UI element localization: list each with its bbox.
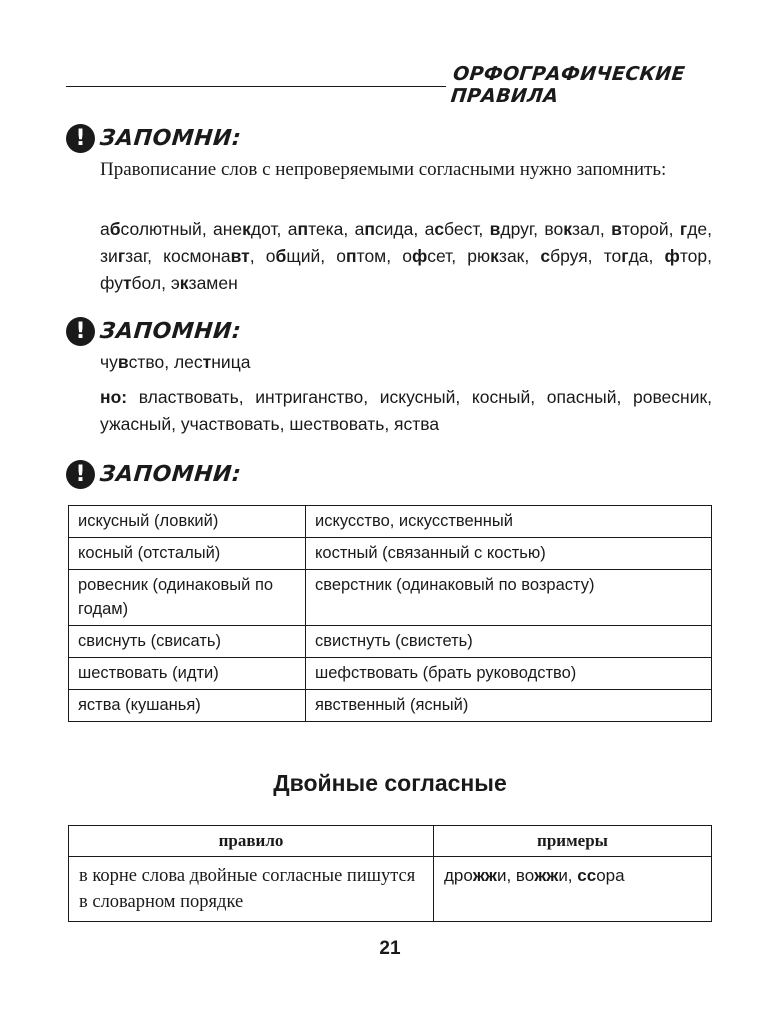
remember-heading-1 <box>66 121 241 155</box>
table-cell-word: яства (кушанья) <box>69 690 306 722</box>
paronyms-table <box>68 505 712 722</box>
word-list-1: абсолютный, анекдот, аптека, апсида, асбест, вдруг, вокзал, второй, где, зигзаг, космонавт, общий, оптом, офсет, рюкзак, сбруя, тогда, фтор, футбол, экзамен <box>100 219 712 293</box>
table-cell-word: шествовать (идти) <box>69 658 306 690</box>
rule-cell: в корне слова двойные согласные пишутся в словарном порядке <box>69 857 434 922</box>
column-header-rule: правило <box>69 826 434 857</box>
table-cell-word: свиснуть (свисать) <box>69 626 306 658</box>
table-cell-word: косный (отсталый) <box>69 538 306 570</box>
table-cell-paronym: явственный (ясный) <box>306 690 712 722</box>
table-row <box>69 506 712 538</box>
exclamation-icon: ! <box>66 124 95 153</box>
word-list-2: чувство, лестница <box>100 352 251 372</box>
table-cell-word: искусный (ловкий) <box>69 506 306 538</box>
remember-label: ЗАПОМНИ: <box>98 461 243 487</box>
exceptions-list: но: властвовать, интриганство, искусный, косный, опасный, ровесник, ужасный, участвовать, шествовать, яства <box>100 387 712 434</box>
table-row <box>69 538 712 570</box>
table-row <box>69 658 712 690</box>
table-row <box>69 690 712 722</box>
column-header-examples: примеры <box>434 826 712 857</box>
double-consonants-table <box>68 825 712 922</box>
remember-heading-3 <box>66 457 241 491</box>
page-number: 21 <box>379 938 401 959</box>
section-title: Двойные согласные <box>273 770 507 796</box>
exclamation-icon: ! <box>66 317 95 346</box>
exclamation-icon: ! <box>66 460 95 489</box>
table-row <box>69 570 712 626</box>
table-cell-paronym: искусство, искусственный <box>306 506 712 538</box>
table-cell-paronym: шефствовать (брать руководство) <box>306 658 712 690</box>
table-cell-paronym: костный (связанный с костью) <box>306 538 712 570</box>
remember-label: ЗАПОМНИ: <box>98 125 243 151</box>
examples-cell: дрожжи, вожжи, ссора <box>434 857 712 922</box>
table-cell-paronym: свистнуть (свистеть) <box>306 626 712 658</box>
table-row <box>69 857 712 922</box>
rule-intro: Правописание слов с непроверяемыми согласными нужно запомнить: <box>100 159 667 180</box>
table-cell-paronym: сверстник (одинаковый по возрасту) <box>306 570 712 626</box>
remember-heading-2 <box>66 314 241 348</box>
running-header-title: ОРФОГРАФИЧЕСКИЕ ПРАВИЛА <box>449 63 687 107</box>
remember-label: ЗАПОМНИ: <box>98 318 243 344</box>
header-rule <box>66 86 446 87</box>
table-cell-word: ровесник (одинаковый по годам) <box>69 570 306 626</box>
table-row <box>69 626 712 658</box>
